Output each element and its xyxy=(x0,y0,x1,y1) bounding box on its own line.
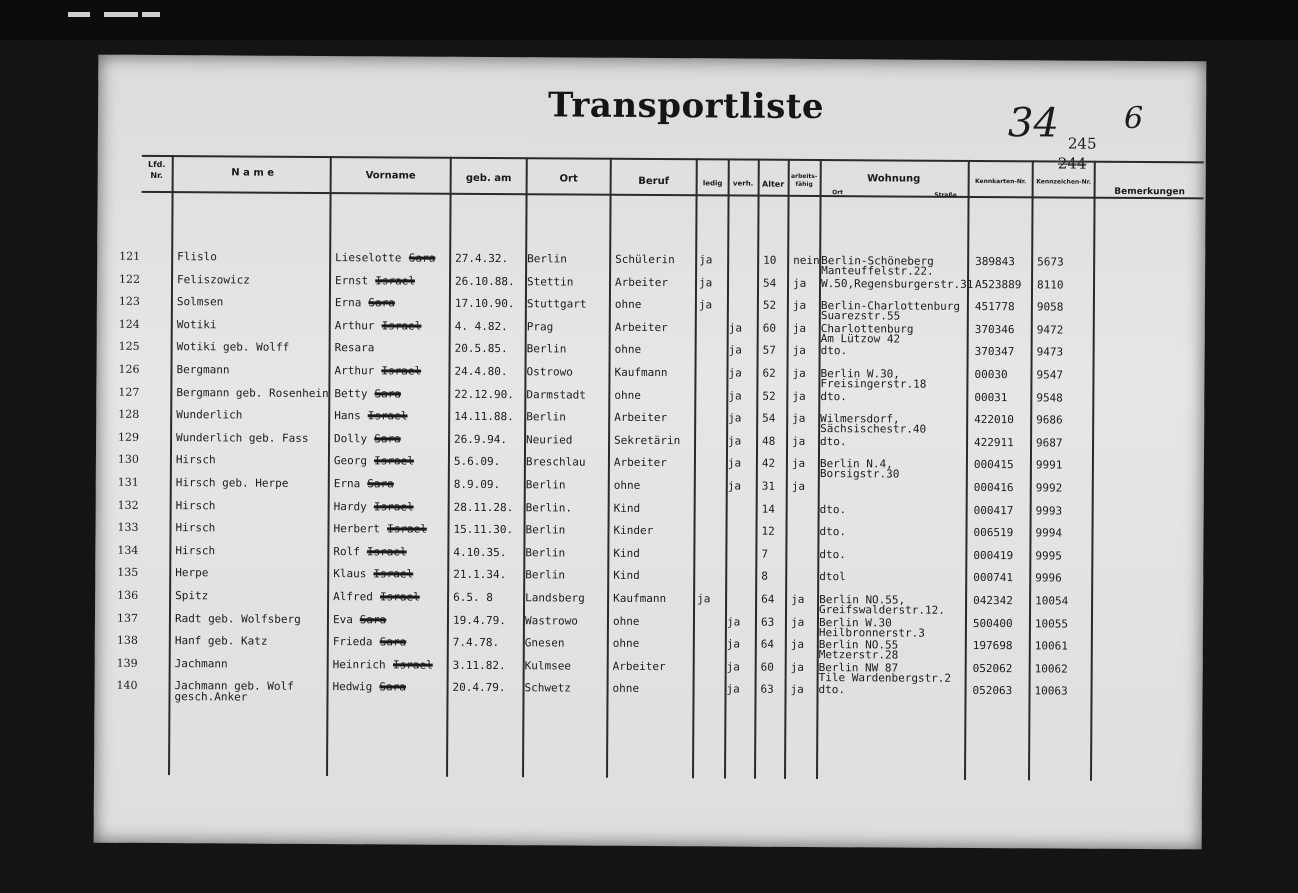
cell-name: Herpe xyxy=(175,566,209,580)
cell-wohnung-line2: Suarezstr.55 xyxy=(820,309,901,323)
cell-kz: 9992 xyxy=(1035,481,1063,495)
column-line xyxy=(784,159,790,779)
cell-struck-name: Sara xyxy=(368,296,395,310)
cell-vorname: Rolf xyxy=(333,544,360,559)
cell-name: Hirsch xyxy=(175,453,216,467)
cell-geb: 6.5. 8 xyxy=(453,590,493,605)
cell-alter: 54 xyxy=(762,411,776,425)
cell-kk: 370346 xyxy=(974,322,1015,337)
header-kennzeichen-nr: Kennzeichen-Nr. xyxy=(1036,178,1092,186)
cell-kz: 9547 xyxy=(1036,368,1064,382)
cell-alter: 63 xyxy=(760,683,774,697)
cell-verh: ja xyxy=(726,682,740,696)
cell-beruf: Kaufmann xyxy=(613,591,667,606)
cell-beruf: Schülerin xyxy=(615,252,675,267)
cell-vorname: Lieselotte xyxy=(335,251,402,265)
cell-ort: Landsberg xyxy=(525,591,585,605)
cell-verh: ja xyxy=(728,411,742,425)
cell-alter: 48 xyxy=(762,434,776,448)
cell-faehig: ja xyxy=(791,479,806,493)
cell-faehig: ja xyxy=(792,366,806,380)
cell-alter: 52 xyxy=(762,389,776,403)
cell-nr: 132 xyxy=(117,498,139,512)
header-alter: Alter xyxy=(762,179,785,189)
cell-kz: 9994 xyxy=(1035,526,1063,540)
cell-struck-name: Sara xyxy=(374,432,401,446)
cell-geb: 4.10.35. xyxy=(453,545,507,559)
cell-alter: 57 xyxy=(762,344,776,358)
cell-name: Jachmann geb. Wolf xyxy=(174,679,294,694)
cell-wohnung: Berlin-Charlottenburg xyxy=(820,299,961,314)
cell-wohnung-line2: Greifswalderstr.12. xyxy=(819,603,945,617)
cell-nr: 139 xyxy=(116,656,138,670)
cell-geb: 20.4.79. xyxy=(452,681,506,695)
cell-kk: A523889 xyxy=(974,277,1022,291)
cell-name: Flislo xyxy=(177,250,217,264)
cell-name: Hirsch geb. Herpe xyxy=(175,476,289,490)
cell-alter: 64 xyxy=(760,637,775,651)
cell-kk: 00030 xyxy=(974,367,1008,382)
cell-kz: 9991 xyxy=(1035,458,1063,472)
cell-faehig: ja xyxy=(792,434,806,448)
cell-faehig: ja xyxy=(792,344,806,358)
cell-name: Hirsch xyxy=(175,543,216,558)
cell-ort: Ostrowo xyxy=(526,365,573,379)
cell-verh: ja xyxy=(728,389,742,403)
cell-kk: 422010 xyxy=(974,413,1014,427)
cell-ort: Neuried xyxy=(526,433,573,447)
cell-ort: Berlin xyxy=(527,252,567,266)
cell-faehig: ja xyxy=(792,276,807,290)
header-wohnung-strasse: Straße xyxy=(934,191,957,199)
cell-ort: Schwetz xyxy=(524,681,571,695)
cell-kk: 000741 xyxy=(973,571,1014,585)
cell-alter: 14 xyxy=(761,502,775,516)
cell-name: Wotiki geb. Wolff xyxy=(176,340,290,355)
cell-wohnung: dto. xyxy=(819,502,847,516)
header-verh: verh. xyxy=(732,179,754,188)
cell-ledig: ja xyxy=(698,275,713,289)
cell-struck-name: Israel xyxy=(387,522,427,536)
cell-kz: 9473 xyxy=(1036,345,1064,359)
cell-alter: 62 xyxy=(762,366,776,380)
cell-kk: 451778 xyxy=(974,300,1015,314)
cell-kz: 9058 xyxy=(1036,300,1064,314)
column-line xyxy=(168,155,174,775)
cell-kk: 052062 xyxy=(972,661,1013,676)
cell-struck-name: Israel xyxy=(381,319,422,333)
cell-geb: 14.11.88. xyxy=(454,409,514,424)
cell-beruf: Arbeiter xyxy=(614,410,668,425)
cell-kk: 042342 xyxy=(973,593,1013,608)
cell-vorname: Erna xyxy=(334,296,362,310)
cell-verh: ja xyxy=(728,366,742,380)
cell-struck-name: Israel xyxy=(375,273,416,288)
cell-kk: 370347 xyxy=(974,345,1015,359)
cell-ort: Breschlau xyxy=(525,455,586,469)
document-title: Transportliste xyxy=(547,85,825,128)
cell-ort: Wastrowo xyxy=(524,613,578,628)
cell-beruf: Arbeiter xyxy=(612,659,666,673)
cell-vorname: Hedwig xyxy=(332,680,373,694)
cell-ort: Stuttgart xyxy=(526,297,587,311)
cell-faehig: ja xyxy=(790,615,805,629)
cell-alter: 54 xyxy=(762,276,777,290)
cell-wohnung-line2: Borsigstr.30 xyxy=(819,467,900,481)
cell-geb: 21.1.34. xyxy=(453,568,507,582)
cell-ledig: ja xyxy=(699,253,713,267)
cell-beruf: ohne xyxy=(614,297,642,312)
cell-faehig: ja xyxy=(792,412,806,426)
cell-wohnung: Charlottenburg xyxy=(820,321,914,336)
cell-geb: 28.11.28. xyxy=(453,500,514,514)
cell-kz: 9993 xyxy=(1035,503,1063,518)
cell-geb: 22.12.90. xyxy=(454,387,514,401)
cell-beruf: ohne xyxy=(612,682,640,696)
cell-vorname: Resara xyxy=(334,341,375,355)
cell-beruf: Arbeiter xyxy=(613,456,667,470)
cell-ort: Berlin xyxy=(526,342,567,356)
cell-beruf: Sekretärin xyxy=(614,433,681,447)
cell-alter: 60 xyxy=(760,660,774,674)
cell-beruf: ohne xyxy=(612,636,640,651)
header-lfd-nr: Lfd. Nr. xyxy=(148,159,166,181)
cell-kk: 422911 xyxy=(974,435,1014,450)
cell-vorname: Frieda xyxy=(332,635,373,649)
cell-beruf: ohne xyxy=(613,478,641,492)
cell-nr: 125 xyxy=(118,340,140,354)
cell-alter: 12 xyxy=(761,524,775,538)
cell-nr: 128 xyxy=(118,407,140,422)
cell-alter: 60 xyxy=(762,321,777,335)
cell-struck-name: Israel xyxy=(392,658,433,672)
cell-ort: Darmstadt xyxy=(526,387,586,402)
cell-beruf: Kind xyxy=(613,569,640,583)
cell-kz: 9472 xyxy=(1036,323,1064,337)
cell-alter: 52 xyxy=(762,298,777,312)
cell-vorname: Arthur xyxy=(334,318,375,333)
header-geb-am: geb. am xyxy=(465,172,512,185)
cell-vorname: Klaus xyxy=(333,567,367,581)
cell-faehig: nein xyxy=(793,253,820,268)
film-mark xyxy=(68,12,90,17)
cell-geb: 26.10.88. xyxy=(455,274,515,288)
cell-wohnung-line2: Metzerstr.28 xyxy=(818,648,899,662)
cell-geb: 17.10.90. xyxy=(454,296,515,311)
cell-ort: Berlin xyxy=(525,523,566,537)
header-ledig: ledig xyxy=(702,179,723,188)
cell-wohnung-line2: Tile Wardenbergstr.2 xyxy=(818,670,952,685)
cell-kz: 10061 xyxy=(1034,639,1068,653)
cell-beruf: Kinder xyxy=(613,523,654,538)
cell-ort: Stettin xyxy=(527,274,574,289)
cell-wohnung: dto. xyxy=(820,434,847,448)
cell-nr: 135 xyxy=(117,566,139,580)
cell-name: Jachmann xyxy=(174,656,228,671)
cell-alter: 8 xyxy=(761,570,768,584)
cell-kz: 10054 xyxy=(1035,594,1069,608)
cell-faehig: ja xyxy=(790,660,804,674)
cell-beruf: ohne xyxy=(612,614,640,628)
cell-nr: 129 xyxy=(118,430,140,444)
cell-kz: 8110 xyxy=(1036,277,1064,292)
cell-wohnung: Berlin NO.55 xyxy=(818,638,899,652)
cell-nr: 140 xyxy=(116,679,138,693)
header-ort: Ort xyxy=(559,173,578,185)
cell-wohnung: Berlin-Schöneberg xyxy=(821,254,934,268)
cell-geb: 3.11.82. xyxy=(452,658,506,672)
cell-name: Hirsch xyxy=(175,521,216,535)
cell-vorname: Betty xyxy=(334,386,368,400)
cell-vorname: Alfred xyxy=(333,590,373,604)
cell-kz: 9686 xyxy=(1036,413,1063,427)
cell-geb: 20.5.85. xyxy=(454,342,508,356)
cell-kz: 5673 xyxy=(1037,255,1064,269)
column-line xyxy=(964,160,970,780)
cell-name: Bergmann geb. Rosenhein xyxy=(176,385,329,400)
film-mark xyxy=(142,12,160,17)
column-line xyxy=(446,157,452,777)
cell-kk: 052063 xyxy=(972,684,1013,698)
cell-verh: ja xyxy=(728,434,742,448)
header-bottom-rule xyxy=(142,191,1204,199)
cell-vorname: Herbert xyxy=(333,522,380,536)
column-line xyxy=(754,159,760,779)
cell-vorname: Arthur xyxy=(334,364,375,378)
cell-kz: 9687 xyxy=(1036,436,1063,450)
cell-faehig: ja xyxy=(792,321,807,335)
cell-faehig: ja xyxy=(790,683,804,697)
cell-struck-name: Israel xyxy=(374,454,414,468)
cell-ort: Gnesen xyxy=(524,636,565,650)
header-beruf: Beruf xyxy=(638,175,670,188)
cell-verh: ja xyxy=(726,660,740,674)
page-old-number: 244 xyxy=(1057,154,1087,173)
cell-beruf: Kaufmann xyxy=(614,365,668,380)
cell-wohnung: Berlin NW 87 xyxy=(818,660,899,675)
header-top-rule xyxy=(142,155,1204,163)
cell-wohnung: dto. xyxy=(819,525,847,539)
cell-name: Hanf geb. Katz xyxy=(174,634,268,648)
cell-faehig: ja xyxy=(792,389,806,403)
column-line xyxy=(326,156,332,776)
cell-name: Bergmann xyxy=(176,363,230,377)
cell-ort: Berlin xyxy=(526,410,567,424)
header-kennkarten-nr: Kennkarten-Nr. xyxy=(974,177,1027,186)
cell-ledig: ja xyxy=(698,298,713,312)
cell-beruf: ohne xyxy=(614,388,641,402)
cell-kz: 9548 xyxy=(1036,390,1063,405)
cell-struck-name: Israel xyxy=(379,590,420,604)
header-wohnung: Wohnung xyxy=(867,173,921,185)
cell-geb: 5.6.09. xyxy=(453,455,501,469)
cell-name: Hirsch xyxy=(175,498,216,512)
cell-ort: Prag xyxy=(526,320,554,334)
cell-wohnung: dto. xyxy=(820,344,848,358)
cell-nr: 127 xyxy=(118,385,140,399)
cell-name-line2: gesch.Anker xyxy=(174,690,248,704)
cell-ort: Kulmsee xyxy=(524,659,572,673)
cell-nr: 136 xyxy=(117,588,139,602)
cell-verh: ja xyxy=(727,479,742,493)
cell-alter: 10 xyxy=(763,253,777,267)
cell-kz: 10062 xyxy=(1034,662,1068,676)
cell-alter: 7 xyxy=(761,547,769,561)
cell-alter: 63 xyxy=(760,615,775,629)
cell-wohnung: Wilmersdorf, xyxy=(820,412,900,426)
cell-ort: Berlin. xyxy=(525,500,573,515)
cell-nr: 133 xyxy=(117,520,139,535)
transport-list-sheet xyxy=(94,55,1207,850)
cell-vorname: Eva xyxy=(332,612,353,626)
cell-struck-name: Israel xyxy=(381,364,422,378)
cell-name: Spitz xyxy=(175,589,209,603)
cell-kk: 500400 xyxy=(972,616,1013,630)
cell-beruf: Kind xyxy=(613,501,641,515)
cell-kk: 00031 xyxy=(974,390,1008,404)
cell-name: Radt geb. Wolfsberg xyxy=(174,611,301,626)
cell-wohnung-line2: Am Lützow 42 xyxy=(820,331,901,346)
cell-verh: ja xyxy=(726,637,741,651)
cell-vorname: Hardy xyxy=(333,499,367,513)
cell-nr: 126 xyxy=(118,362,140,376)
cell-kk: 006519 xyxy=(973,526,1014,540)
cell-wohnung: Berlin W.30 xyxy=(818,615,892,630)
cell-verh: ja xyxy=(727,456,742,470)
column-line xyxy=(1028,160,1034,780)
cell-kz: 9995 xyxy=(1035,549,1062,563)
cell-nr: 124 xyxy=(118,317,140,331)
cell-nr: 122 xyxy=(119,272,141,286)
column-line xyxy=(692,158,698,778)
cell-struck-name: Israel xyxy=(367,409,408,423)
cell-wohnung: Berlin N.4, xyxy=(819,457,893,471)
cell-wohnung: Berlin W.30, xyxy=(820,367,901,381)
cell-kk: 000415 xyxy=(973,458,1014,472)
cell-geb: 19.4.79. xyxy=(452,613,506,627)
cell-nr: 121 xyxy=(119,249,141,263)
header-bemerkungen: Bemerkungen xyxy=(1114,186,1185,198)
header-vorname: Vorname xyxy=(365,170,416,182)
cell-alter: 42 xyxy=(761,457,776,471)
header-wohnung-ort: Ort xyxy=(832,189,844,197)
page-number: 34 xyxy=(1007,100,1060,147)
cell-struck-name: Sara xyxy=(359,612,387,626)
cell-wohnung-line2: Freisingerstr.18 xyxy=(820,377,927,391)
cell-nr: 134 xyxy=(117,543,139,557)
cell-wohnung-line2: Heilbronnerstr.3 xyxy=(818,625,925,640)
cell-struck-name: Sara xyxy=(379,635,407,649)
cell-alter: 64 xyxy=(761,592,775,606)
cell-ort: Berlin xyxy=(525,478,566,492)
header-arbeitsfaehig: arbeits-fähig xyxy=(790,172,818,188)
cell-nr: 138 xyxy=(116,633,138,648)
cell-vorname: Dolly xyxy=(334,431,368,446)
cell-ort: Berlin xyxy=(525,546,566,560)
cell-name: Feliszowicz xyxy=(177,272,250,287)
cell-wohnung: dtol xyxy=(819,570,846,584)
cell-geb: 7.4.78. xyxy=(452,635,500,650)
cell-name: Wotiki xyxy=(176,317,217,332)
cell-geb: 4. 4.82. xyxy=(454,319,508,333)
cell-vorname: Heinrich xyxy=(332,657,386,672)
cell-wohnung: dto. xyxy=(819,547,846,561)
cell-geb: 15.11.30. xyxy=(453,522,514,537)
cell-wohnung: W.50,Regensburgerstr.31 xyxy=(820,276,974,291)
cell-struck-name: Sara xyxy=(408,251,436,265)
cell-verh: ja xyxy=(728,343,742,357)
cell-ledig: ja xyxy=(697,592,711,606)
cell-beruf: ohne xyxy=(614,343,642,357)
cell-struck-name: Israel xyxy=(373,499,414,514)
cell-kz: 10063 xyxy=(1034,684,1068,698)
cell-beruf: Kind xyxy=(613,546,640,560)
cell-kk: 389843 xyxy=(975,254,1015,269)
cell-kz: 9996 xyxy=(1035,571,1062,585)
cell-ort: Berlin xyxy=(525,568,566,582)
cell-vorname: Hans xyxy=(334,409,361,423)
cell-verh: ja xyxy=(728,321,743,335)
cell-faehig: ja xyxy=(792,299,807,313)
cell-faehig: ja xyxy=(791,457,806,471)
cell-geb: 26.9.94. xyxy=(454,432,508,446)
cell-name: Wunderlich xyxy=(176,408,243,422)
cell-geb: 24.4.80. xyxy=(454,364,508,379)
cell-wohnung: dto. xyxy=(818,683,846,697)
column-line xyxy=(1090,161,1096,781)
cell-nr: 137 xyxy=(116,611,139,625)
cell-nr: 123 xyxy=(118,294,140,309)
cell-faehig: ja xyxy=(790,638,805,652)
cell-struck-name: Israel xyxy=(366,545,407,559)
cell-wohnung-line2: Sächsischestr.40 xyxy=(820,422,927,436)
cell-struck-name: Israel xyxy=(373,567,414,581)
cell-kz: 10055 xyxy=(1034,616,1069,631)
cell-kk: 000416 xyxy=(973,480,1014,495)
film-mark xyxy=(104,12,138,17)
cell-beruf: Arbeiter xyxy=(614,275,669,289)
cell-struck-name: Sara xyxy=(379,680,406,694)
cell-nr: 130 xyxy=(117,453,139,467)
cell-vorname: Ernst xyxy=(335,273,369,287)
page-corner-number: 6 xyxy=(1123,100,1144,137)
cell-faehig: ja xyxy=(791,592,805,606)
cell-struck-name: Sara xyxy=(374,386,402,401)
film-edge xyxy=(0,0,1298,40)
cell-kk: 000419 xyxy=(973,548,1014,563)
cell-name: Solmsen xyxy=(176,295,224,309)
cell-geb: 27.4.32. xyxy=(455,251,509,266)
cell-geb: 8.9.09. xyxy=(453,477,501,492)
page-sub-number: 245 xyxy=(1067,134,1097,153)
cell-wohnung: Berlin NO.55, xyxy=(819,593,906,607)
cell-struck-name: Sara xyxy=(367,477,394,491)
cell-vorname: Erna xyxy=(333,477,361,491)
cell-kk: 197698 xyxy=(972,639,1013,653)
cell-name: Wunderlich geb. Fass xyxy=(176,430,309,445)
cell-wohnung-line2: Manteuffelstr.22. xyxy=(821,264,934,278)
header-name: N a m e xyxy=(231,167,275,179)
cell-alter: 31 xyxy=(761,479,776,493)
column-line xyxy=(606,158,612,778)
cell-nr: 131 xyxy=(117,475,139,489)
cell-wohnung: dto. xyxy=(820,389,847,403)
cell-vorname: Georg xyxy=(333,454,368,468)
cell-beruf: Arbeiter xyxy=(614,320,668,334)
cell-verh: ja xyxy=(726,615,741,629)
cell-kk: 000417 xyxy=(973,503,1014,517)
